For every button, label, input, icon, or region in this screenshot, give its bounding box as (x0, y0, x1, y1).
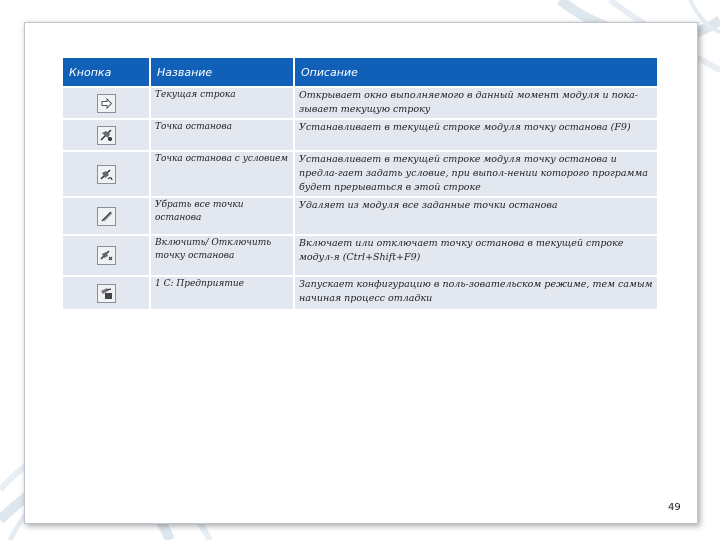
button-name: Включить/ Отключить точку останова (151, 236, 293, 275)
table-row (63, 277, 657, 309)
button-description: Открывает окно выполняемого в данный момент модуля и пока-зывает текущую строку (295, 88, 657, 118)
button-description: Устанавливает в текущей строке модуля точку останова и предла-гает задать условие, при выпол-нении которого программа будет прерываться в этой строке (295, 152, 657, 196)
button-cell (63, 88, 149, 118)
button-description: Удаляет из модуля все заданные точки останова (295, 198, 657, 234)
conditional-breakpoint-icon[interactable] (97, 165, 116, 184)
table-row (63, 152, 657, 196)
button-cell (63, 152, 149, 196)
button-name: 1 С: Предприятие (151, 277, 293, 309)
button-cell (63, 120, 149, 150)
breakpoints-table (61, 56, 659, 311)
remove-all-breakpoints-icon[interactable] (97, 207, 116, 226)
button-cell (63, 198, 149, 234)
button-name: Текущая строка (151, 88, 293, 118)
table-row (63, 120, 657, 150)
button-name: Убрать все точки останова (151, 198, 293, 234)
current-line-arrow-icon[interactable] (97, 94, 116, 113)
button-description: Устанавливает в текущей строке модуля точку останова (F9) (295, 120, 657, 150)
button-description: Запускает конфигурацию в поль-зовательском режиме, тем самым начиная процесс отладки (295, 277, 657, 309)
button-name: Точка останова с условием (151, 152, 293, 196)
button-description: Включает или отключает точку останова в текущей строке модул-я (Ctrl+Shift+F9) (295, 236, 657, 275)
start-enterprise-icon[interactable] (97, 284, 116, 303)
table-row (63, 236, 657, 275)
button-name: Точка останова (151, 120, 293, 150)
column-header-button: Кнопка (63, 58, 149, 86)
button-cell (63, 277, 149, 309)
button-cell (63, 236, 149, 275)
breakpoint-icon[interactable] (97, 126, 116, 145)
table-header-row (63, 58, 657, 86)
column-header-name: Название (151, 58, 293, 86)
table-row (63, 88, 657, 118)
column-header-description: Описание (295, 58, 657, 86)
toggle-breakpoint-icon[interactable] (97, 246, 116, 265)
page-number: 49 (668, 502, 681, 513)
table-row (63, 198, 657, 234)
